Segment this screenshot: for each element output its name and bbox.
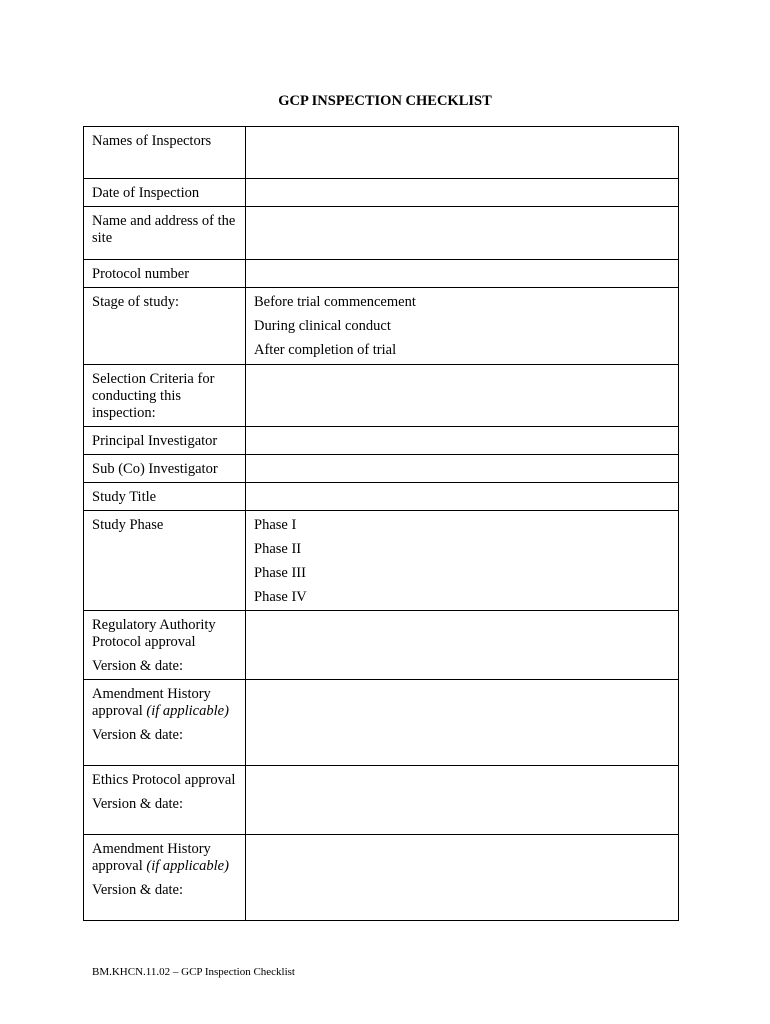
row-label-selection: Selection Criteria for conducting this inspection: — [84, 365, 246, 427]
amendment-2-version-label: Version & date: — [92, 882, 184, 898]
ethics-value-field[interactable] — [246, 766, 679, 835]
table-row — [84, 835, 679, 921]
row-label-stage: Stage of study: — [84, 288, 246, 365]
ethics-label-text: Ethics Protocol approval — [92, 772, 236, 788]
table-row — [84, 766, 679, 835]
table-row — [84, 427, 679, 455]
table-row — [84, 207, 679, 260]
regulatory-version-label: Version & date: — [92, 658, 184, 674]
row-label-amendment-2 — [84, 835, 246, 921]
row-label-ethics — [84, 766, 246, 835]
inspectors-value-field[interactable] — [246, 127, 679, 179]
row-label-subpi: Sub (Co) Investigator — [84, 455, 246, 483]
row-label-pi: Principal Investigator — [84, 427, 246, 455]
amendment-2-value-field[interactable] — [246, 835, 679, 921]
regulatory-value-field[interactable] — [246, 611, 679, 680]
table-row — [84, 611, 679, 680]
inspection-checklist-table — [83, 126, 679, 921]
phase-option-1[interactable]: Phase I — [254, 517, 297, 533]
amendment-2-label-text: Amendment History approval (if applicable) — [92, 841, 229, 874]
site-value-field[interactable] — [246, 207, 679, 260]
phase-option-2[interactable]: Phase II — [254, 541, 302, 557]
phase-options — [246, 511, 679, 611]
table-row — [84, 483, 679, 511]
row-label-date: Date of Inspection — [84, 179, 246, 207]
document-title: GCP INSPECTION CHECKLIST — [278, 93, 492, 109]
row-label-regulatory — [84, 611, 246, 680]
stage-option-after[interactable]: After completion of trial — [254, 342, 397, 358]
phase-option-4[interactable]: Phase IV — [254, 589, 307, 605]
row-label-phase: Study Phase — [84, 511, 246, 611]
stage-option-before[interactable]: Before trial commencement — [254, 294, 416, 310]
amendment-1-label-text: Amendment History approval (if applicable) — [92, 686, 229, 719]
phase-option-3[interactable]: Phase III — [254, 565, 306, 581]
selection-value-field[interactable] — [246, 365, 679, 427]
table-row — [84, 511, 679, 611]
amendment-1-note: (if applicable) — [146, 703, 229, 719]
table-row — [84, 260, 679, 288]
row-label-inspectors: Names of Inspectors — [84, 127, 246, 179]
amendment-1-value-field[interactable] — [246, 680, 679, 766]
amendment-1-version-label: Version & date: — [92, 727, 184, 743]
regulatory-label-text: Regulatory Authority Protocol approval — [92, 617, 216, 650]
date-value-field[interactable] — [246, 179, 679, 207]
table-row — [84, 127, 679, 179]
pi-value-field[interactable] — [246, 427, 679, 455]
protocol-value-field[interactable] — [246, 260, 679, 288]
row-label-amendment-1 — [84, 680, 246, 766]
table-row — [84, 179, 679, 207]
table-row — [84, 288, 679, 365]
table-row — [84, 680, 679, 766]
table-row — [84, 455, 679, 483]
row-label-site: Name and address of the site — [84, 207, 246, 260]
ethics-version-label: Version & date: — [92, 796, 184, 812]
study-title-value-field[interactable] — [246, 483, 679, 511]
table-row — [84, 365, 679, 427]
amendment-2-note: (if applicable) — [146, 858, 229, 874]
stage-option-during[interactable]: During clinical conduct — [254, 318, 391, 334]
subpi-value-field[interactable] — [246, 455, 679, 483]
stage-options — [246, 288, 679, 365]
row-label-protocol: Protocol number — [84, 260, 246, 288]
document-footer: BM.KHCN.11.02 – GCP Inspection Checklist — [92, 966, 295, 978]
row-label-study-title: Study Title — [84, 483, 246, 511]
